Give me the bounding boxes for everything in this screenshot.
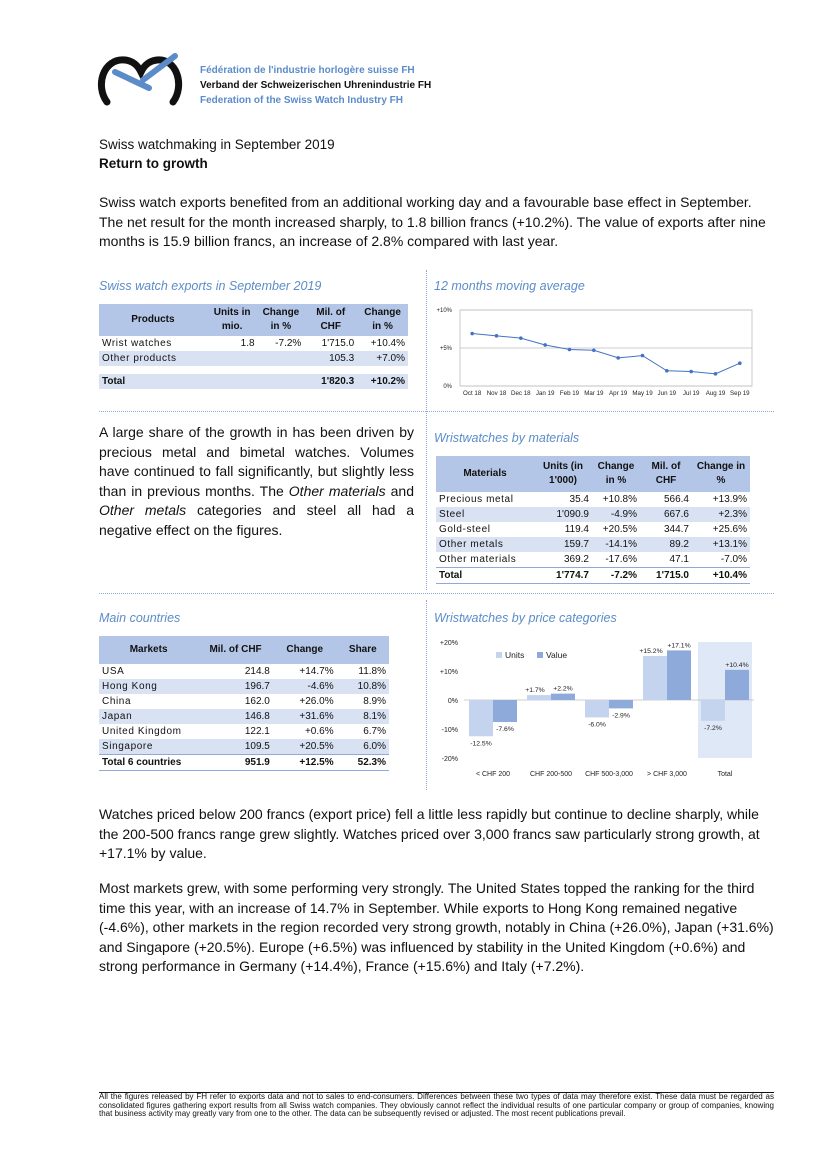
cell: 52.3% [337, 755, 389, 771]
footer-disclaimer: All the figures released by FH refer to exports data and not to sales to end-consumers. Differences between these two types of data may therefore exist. These data must be regarded as consolidated figures gathering export results from all Swiss watch companies. They obviously cannot reflect the individual results of one particular company or group of companies, knowing that business activity may greatly vary from one to the other. The data can be subsequently revised or adjusted. The most recent publications prevail. [99, 1092, 774, 1119]
data-point [689, 370, 693, 374]
cell: 1'820.3 [304, 374, 357, 389]
countries-table [99, 636, 389, 771]
legend-swatch-value [537, 652, 543, 658]
cell: -4.9% [592, 507, 640, 522]
col-change-units: Change in % [258, 304, 305, 336]
x-tick-label: Jan 19 [535, 390, 555, 397]
cell: -17.6% [605, 554, 637, 565]
cell: 566.4 [663, 494, 689, 505]
legend-swatch-units [496, 652, 502, 658]
cell: +2.3% [692, 507, 750, 522]
table-row [99, 664, 389, 679]
cell: 89.2 [640, 537, 692, 552]
cell: 369.2 [563, 554, 589, 565]
data-label: -12.5% [470, 740, 492, 748]
cell [207, 351, 258, 366]
cell: -4.6% [273, 679, 337, 694]
total-row [436, 568, 750, 584]
data-label: -2.9% [612, 712, 630, 720]
bar-units [585, 700, 609, 717]
cell: 1'090.9 [534, 507, 592, 522]
divider [99, 411, 774, 412]
cell: 1.8 [240, 338, 255, 349]
cell: 6.0% [337, 739, 389, 755]
cell: +13.1% [692, 537, 750, 552]
moving-average-chart [430, 300, 760, 405]
col-materials: Materials [436, 456, 534, 492]
bar-value [609, 700, 633, 708]
cell: 109.5 [198, 739, 273, 755]
data-point [543, 343, 547, 347]
data-point [738, 361, 742, 365]
price-chart-title: Wristwatches by price categories [434, 611, 617, 625]
data-point [568, 348, 572, 352]
row-label: Precious metal [439, 494, 514, 505]
col-chf: Mil. of CHF [640, 456, 692, 492]
x-tick-label: Feb 19 [559, 390, 580, 397]
x-tick-label: CHF 200-500 [529, 771, 573, 778]
x-tick-label: Mar 19 [584, 390, 604, 397]
cell: +10.2% [357, 374, 408, 389]
cell: 162.0 [244, 696, 270, 707]
y-tick-label: 0% [447, 698, 458, 705]
cell [258, 374, 305, 389]
cell: 951.9 [198, 755, 273, 771]
cell: +20.5% [602, 524, 637, 535]
cell: +10.8% [602, 494, 637, 505]
table-row [99, 694, 389, 709]
cell: +31.6% [273, 709, 337, 724]
row-label: Other products [99, 351, 207, 366]
data-label: +10.4% [725, 661, 749, 669]
cell: 6.7% [363, 726, 386, 737]
data-label: +15.2% [639, 647, 663, 655]
intro-paragraph: Swiss watch exports benefited from an additional working day and a favourable base effect in September. The net result for the month increased sharply, to 1.8 billion francs (+10.2%). The value of exports after nine months is 15.9 billion francs, an increase of 2.8% compared with last year. [99, 194, 766, 250]
data-label: +2.2% [553, 685, 573, 693]
col-markets: Markets [99, 636, 198, 664]
cell: 196.7 [198, 679, 273, 694]
cell: +25.6% [712, 524, 747, 535]
data-label: +17.1% [667, 642, 691, 650]
fh-logo [95, 50, 185, 108]
row-label: USA [102, 666, 125, 677]
row-label: Gold-steel [439, 524, 491, 535]
cell: 667.6 [640, 507, 692, 522]
cell: +12.5% [273, 755, 337, 771]
cell: +14.7% [299, 666, 334, 677]
cell [207, 374, 258, 389]
row-label: Other metals [436, 537, 534, 552]
x-tick-label: < CHF 200 [475, 771, 511, 778]
x-tick-label: Aug 19 [705, 390, 726, 397]
row-label: China [102, 696, 132, 707]
moving-average-title: 12 months moving average [434, 279, 585, 293]
table-row [436, 492, 750, 507]
x-tick-label: Apr 19 [609, 390, 628, 397]
cell: -7.0% [720, 554, 747, 565]
cell: +7.0% [357, 351, 408, 366]
legend-label-units: Units [505, 650, 525, 660]
table-row [99, 724, 389, 739]
row-label: United Kingdom [102, 726, 182, 737]
cell: 159.7 [534, 537, 592, 552]
exports-table [99, 304, 408, 389]
cell: 146.8 [198, 709, 273, 724]
table-row [436, 522, 750, 537]
row-label: Other materials [439, 554, 517, 565]
x-tick-label: Nov 18 [486, 390, 507, 397]
price-categories-chart [430, 632, 760, 784]
col-units: Units in mio. [207, 304, 258, 336]
cell: -7.2% [275, 338, 302, 349]
org-name-en: Federation of the Swiss Watch Industry FH [200, 95, 403, 106]
table-row [99, 351, 408, 366]
row-label: Japan [99, 709, 198, 724]
x-tick-label: Jun 19 [657, 390, 677, 397]
data-point [616, 356, 620, 360]
table-row [436, 537, 750, 552]
table-row [436, 507, 750, 522]
materials-paragraph: A large share of the growth in has been driven by precious metal and bimetal watches. Volumes have continued to fall significantly, but slightly less than in previous months. The Other materials and Other metals categories and steel all had a negative effect on the figures. [99, 424, 415, 538]
bar-units [701, 700, 725, 721]
countries-table-title: Main countries [99, 611, 181, 625]
table-row [99, 336, 408, 351]
x-tick-label: Total [717, 771, 733, 778]
table-row [99, 709, 389, 724]
x-tick-label: Jul 19 [682, 390, 700, 397]
y-tick-label: -10% [441, 727, 458, 734]
cell: 119.4 [564, 524, 589, 535]
divider [99, 593, 774, 594]
data-point [470, 332, 474, 336]
y-tick-label: -20% [441, 756, 458, 763]
cell: 1'774.7 [534, 568, 592, 584]
cell: +13.9% [712, 494, 747, 505]
y-tick-label: +10% [436, 308, 452, 314]
cell: 1'715.0 [321, 338, 355, 349]
col-products: Products [99, 304, 207, 336]
bar-value [493, 700, 517, 722]
cell: 10.8% [337, 679, 389, 694]
y-tick-label: +5% [439, 346, 452, 352]
data-point [592, 348, 596, 352]
data-point [641, 354, 645, 358]
row-label: Hong Kong [99, 679, 198, 694]
cell: 105.3 [304, 351, 357, 366]
col-change: Change [273, 636, 337, 664]
col-chf: Mil. of CHF [304, 304, 357, 336]
divider [426, 600, 427, 790]
cell: 214.8 [244, 666, 270, 677]
data-label: -7.6% [496, 726, 514, 734]
row-label: Total [436, 568, 534, 584]
cell: 122.1 [244, 726, 270, 737]
table-row [436, 552, 750, 568]
bar-units [469, 700, 493, 736]
cell: 344.7 [663, 524, 689, 535]
divider [426, 270, 427, 590]
row-label: Total 6 countries [99, 755, 198, 771]
table-row [99, 739, 389, 755]
col-chf: Mil. of CHF [198, 636, 273, 664]
col-change-chf: Change in % [357, 304, 408, 336]
cell [258, 351, 305, 366]
cell: +0.6% [304, 726, 334, 737]
row-label: Wrist watches [102, 338, 172, 349]
cell: +10.4% [370, 338, 405, 349]
cell: +20.5% [273, 739, 337, 755]
org-name-de: Verband der Schweizerischen Uhrenindustrie FH [200, 80, 432, 91]
bar-units [643, 656, 667, 700]
x-tick-label: CHF 500-3,000 [585, 771, 633, 778]
y-tick-label: 0% [443, 384, 452, 390]
x-tick-label: > CHF 3,000 [647, 771, 687, 778]
prices-paragraph: Watches priced below 200 francs (export price) fell a little less rapidly but continue to decline sharply, while the 200-500 francs range grew slightly. Watches priced over 3,000 francs saw particularly strong growth, at +17.1% by value. [99, 806, 760, 862]
data-point [519, 336, 523, 340]
y-tick-label: +20% [439, 640, 458, 647]
data-point [495, 334, 499, 338]
data-label: -7.2% [704, 724, 722, 732]
data-point [665, 369, 669, 373]
materials-table-title: Wristwatches by materials [434, 431, 580, 445]
report-title: Return to growth [99, 156, 208, 171]
cell: 8.1% [337, 709, 389, 724]
x-tick-label: May 19 [632, 390, 653, 397]
report-subtitle: Swiss watchmaking in September 2019 [99, 137, 335, 152]
bar-value [725, 670, 749, 700]
org-name-fr: Fédération de l'industrie horlogère suisse FH [200, 65, 415, 76]
y-tick-label: +10% [439, 669, 458, 676]
row-label: Singapore [99, 739, 198, 755]
total-row [99, 374, 408, 389]
col-change-units: Change in % [592, 456, 640, 492]
x-tick-label: Sep 19 [730, 390, 750, 397]
cell: 35.4 [569, 494, 589, 505]
legend-label-value: Value [546, 650, 568, 660]
data-label: +1.7% [525, 687, 545, 695]
col-share: Share [337, 636, 389, 664]
row-label: Steel [436, 507, 534, 522]
total-row [99, 755, 389, 771]
cell: 47.1 [669, 554, 689, 565]
col-units: Units (in 1'000) [534, 456, 592, 492]
x-tick-label: Dec 18 [511, 390, 531, 397]
bar-value [551, 694, 575, 700]
cell: 11.8% [358, 666, 386, 677]
exports-table-title: Swiss watch exports in September 2019 [99, 279, 322, 293]
cell: -7.2% [592, 568, 640, 584]
data-label: -6.0% [588, 721, 606, 729]
table-row [99, 679, 389, 694]
materials-table [436, 456, 750, 584]
cell: +26.0% [299, 696, 334, 707]
bar-value [667, 650, 691, 700]
x-tick-label: Oct 18 [463, 390, 482, 397]
cell: +10.4% [692, 568, 750, 584]
cell: 8.9% [363, 696, 386, 707]
cell: 1'715.0 [640, 568, 692, 584]
data-point [714, 372, 718, 376]
series-line [472, 334, 740, 374]
col-change-chf: Change in % [692, 456, 750, 492]
cell: -14.1% [592, 537, 640, 552]
markets-paragraph: Most markets grew, with some performing very strongly. The United States topped the ranking for the third time this year, with an increase of 14.7% in September. While exports to Hong Kong remained negative (-4.6%), other markets in the region recorded very strong growth, notably in China (+26.0%), Japan (+31.6%) and Singapore (+20.5%). Europe (+6.5%) was influenced by stability in the United Kingdom (+0.6%) and strong performance in Germany (+14.4%), France (+15.6%) and Italy (+7.2%). [99, 880, 774, 975]
bar-units [527, 695, 551, 700]
row-label: Total [99, 374, 207, 389]
